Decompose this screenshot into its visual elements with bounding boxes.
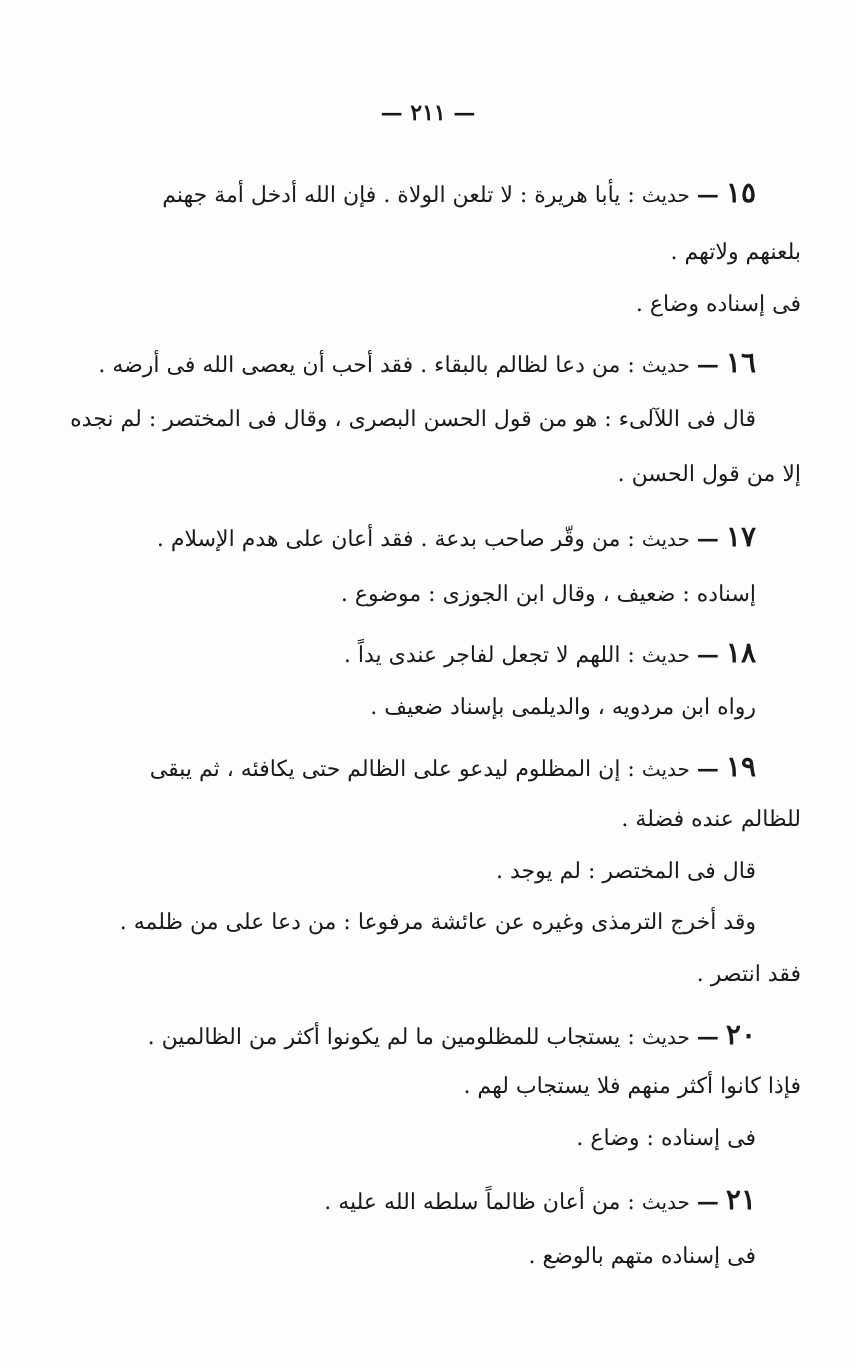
dash: —	[696, 182, 719, 208]
hadith-note: فى إسناده : وضاع .	[576, 1126, 756, 1151]
hadith-line	[150, 752, 756, 785]
hadith-label: حديث	[641, 1025, 690, 1049]
hadith-note: فى إسناده متهم بالوضع .	[528, 1244, 756, 1269]
hadith-note: فى إسناده وضاع .	[635, 292, 801, 317]
dash: —	[696, 526, 719, 552]
page-number: — ٢١١ —	[380, 100, 476, 126]
hadith-note: إسناده : ضعيف ، وقال ابن الجوزى : موضوع .	[340, 582, 756, 607]
dash: —	[696, 1189, 719, 1215]
hadith-number: ١٦	[725, 346, 756, 379]
hadith-text: : من دعا لظالم بالبقاء . فقد أحب أن يعصى الله فى أرضه .	[98, 353, 635, 378]
hadith-note: فقد انتصر .	[696, 962, 801, 987]
hadith-text: : إن المظلوم ليدعو على الظالم حتى يكافئه ، ثم يبقى	[149, 757, 635, 782]
hadith-number: ١٨	[725, 636, 756, 669]
hadith-text: : من أعان ظالماً سلطه الله عليه .	[324, 1190, 635, 1215]
hadith-number: ١٧	[725, 520, 756, 553]
dash: —	[696, 642, 719, 668]
hadith-note: قال فى اللآلىء : هو من قول الحسن البصرى ، وقال فى المختصر : لم نجده	[70, 407, 756, 432]
hadith-note: قال فى المختصر : لم يوجد .	[496, 859, 756, 884]
hadith-note: إلا من قول الحسن .	[617, 462, 801, 487]
hadith-text: : يأبا هريرة : لا تلعن الولاة . فإن الله أدخل أمة جهنم	[162, 183, 635, 208]
hadith-label: حديث	[641, 757, 690, 781]
hadith-continuation: بلعنهم ولاتهم .	[670, 240, 801, 265]
hadith-label: حديث	[641, 1190, 690, 1214]
hadith-text: : يستجاب للمظلومين ما لم يكونوا أكثر من الظالمين .	[147, 1025, 635, 1050]
hadith-number: ١٩	[725, 750, 756, 783]
hadith-number: ٢١	[725, 1183, 756, 1216]
dash: —	[696, 756, 719, 782]
dash: —	[696, 352, 719, 378]
hadith-label: حديث	[641, 527, 690, 551]
hadith-line	[344, 638, 756, 671]
hadith-line	[157, 522, 756, 555]
hadith-line	[148, 1020, 756, 1053]
hadith-label: حديث	[641, 643, 690, 667]
hadith-note: وقد أخرج الترمذى وغيره عن عائشة مرفوعا : من دعا على من ظلمه .	[119, 910, 756, 935]
hadith-line	[324, 1185, 756, 1218]
dash: —	[696, 1024, 719, 1050]
hadith-text: : من وقّر صاحب بدعة . فقد أعان على هدم الإسلام .	[156, 527, 635, 552]
hadith-number: ٢٠	[725, 1018, 756, 1051]
hadith-line	[98, 348, 756, 381]
hadith-note: رواه ابن مردويه ، والديلمى بإسناد ضعيف .	[370, 695, 756, 720]
hadith-continuation: فإذا كانوا أكثر منهم فلا يستجاب لهم .	[463, 1074, 801, 1099]
hadith-line	[162, 178, 756, 211]
hadith-continuation: للظالم عنده فضلة .	[621, 807, 801, 832]
hadith-text: : اللهم لا تجعل لفاجر عندى يداً .	[343, 643, 635, 668]
hadith-label: حديث	[641, 353, 690, 377]
hadith-label: حديث	[641, 183, 690, 207]
hadith-number: ١٥	[725, 176, 756, 209]
